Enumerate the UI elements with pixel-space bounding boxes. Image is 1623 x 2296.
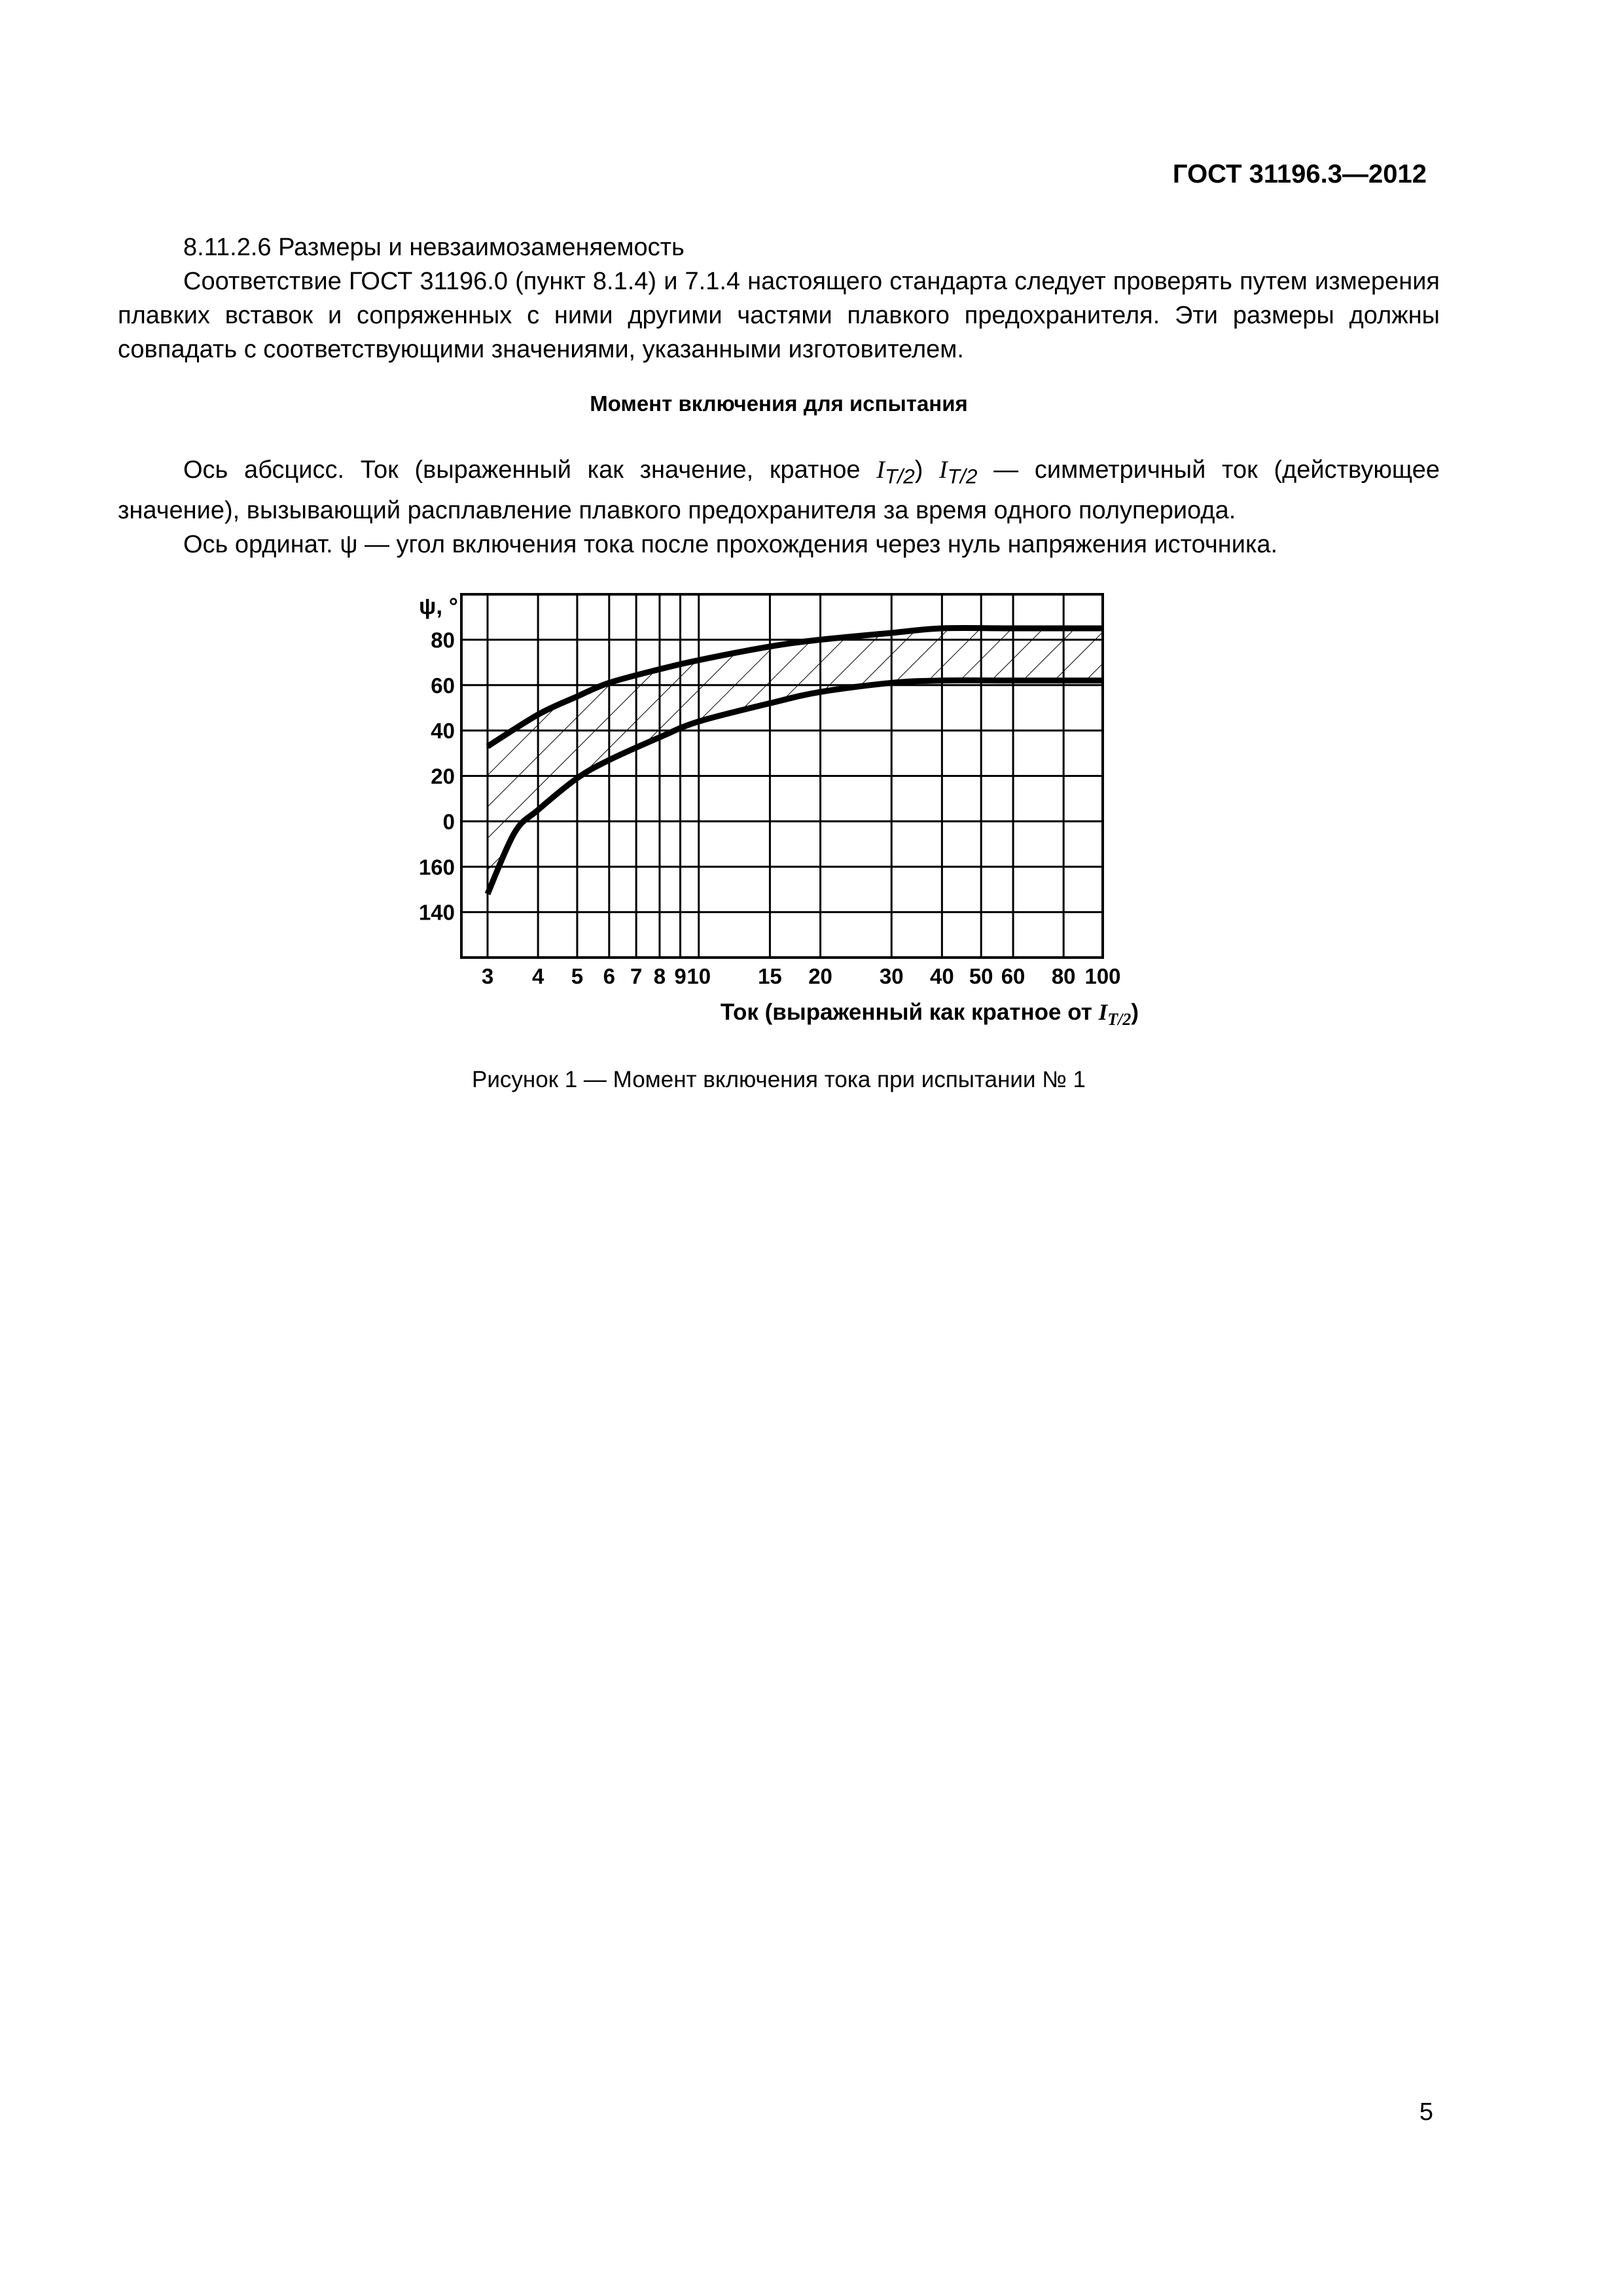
x-tick-label: 40 xyxy=(930,964,954,988)
page-number: 5 xyxy=(1419,2098,1433,2126)
hatched-band xyxy=(488,628,1103,894)
y-tick-label: 0 xyxy=(442,809,455,834)
x-tick-label: 30 xyxy=(879,964,904,988)
chart-svg xyxy=(380,568,1165,1026)
x-tick-label: 5 xyxy=(571,964,584,988)
axes-description xyxy=(118,453,1440,562)
x-tick-label: 80 xyxy=(1051,964,1076,988)
y-tick-label: 40 xyxy=(431,719,455,744)
x-tick-label: 7 xyxy=(630,964,643,988)
x-tick-label: 8 xyxy=(653,964,666,988)
abscissa-description: Ось абсцисс. Ток (выраженный как значение, кратное $I_{T/2}$) $I_{T/2}$ — симметричный ток (действующее значение), вызывающий расплавление плавкого предохранителя за время одного полупериода. xyxy=(118,456,1440,524)
y-tick-label: 160 xyxy=(418,855,455,880)
x-tick-label: 10 xyxy=(687,964,711,988)
y-axis-label: ψ, ° xyxy=(419,594,458,619)
x-tick-label: 60 xyxy=(1001,964,1026,988)
x-axis-label: Ток (выраженный как кратное от $I_{T/2}$) xyxy=(720,999,1139,1026)
x-tick-label: 50 xyxy=(969,964,993,988)
section-block xyxy=(118,230,1440,367)
y-tick-label: 60 xyxy=(431,673,455,698)
x-tick-label: 3 xyxy=(481,964,494,988)
y-tick-label: 140 xyxy=(418,900,455,925)
x-tick-label: 20 xyxy=(808,964,832,988)
y-tick-label: 80 xyxy=(431,628,455,653)
x-tick-label: 15 xyxy=(758,964,782,988)
section-body: Соответствие ГОСТ 31196.0 (пункт 8.1.4) и 7.1.4 настоящего стандарта следует проверять путем измерения плавких вставок и сопряженных с ними другими частями плавкого предохранителя. Эти размеры должны совпадать с соответствующими значениями, указанными изготовителем. xyxy=(118,268,1440,363)
section-title: 8.11.2.6 Размеры и невзаимозаменяемость xyxy=(183,234,685,261)
y-tick-label: 20 xyxy=(431,764,455,789)
ordinate-description: Ось ординат. ψ — угол включения тока после прохождения через нуль напряжения источника. xyxy=(183,530,1278,558)
figure-caption: Рисунок 1 — Момент включения тока при испытании № 1 xyxy=(472,1067,1086,1092)
x-tick-label: 100 xyxy=(1084,964,1121,988)
figure-chart xyxy=(380,568,1165,1026)
x-tick-label: 6 xyxy=(603,964,615,988)
figure-heading: Момент включения для испытания xyxy=(590,391,968,416)
standard-number: ГОСТ 31196.3—2012 xyxy=(1172,160,1427,188)
x-tick-label: 4 xyxy=(531,964,544,988)
x-tick-label: 9 xyxy=(674,964,687,988)
